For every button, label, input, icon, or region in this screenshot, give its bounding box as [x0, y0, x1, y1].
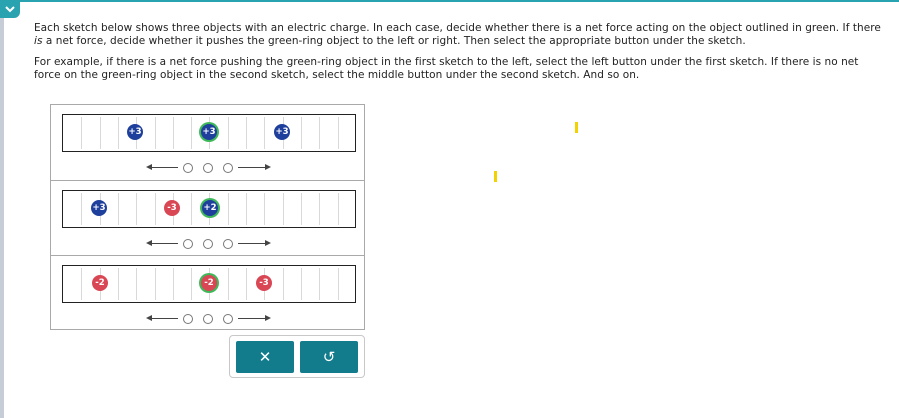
track-tick: [301, 193, 302, 225]
force-right-radio[interactable]: [223, 239, 233, 249]
sketch-2: [51, 180, 364, 256]
reset-button[interactable]: [300, 341, 358, 373]
track-tick: [283, 193, 284, 225]
track-tick: [319, 193, 320, 225]
sketch-panel: [50, 104, 365, 330]
left-sidebar-strip: [0, 0, 4, 418]
track-tick: [118, 193, 119, 225]
force-left-radio[interactable]: [183, 163, 193, 173]
track-tick: [338, 117, 339, 149]
target-charge-object: [202, 200, 218, 216]
force-right-radio[interactable]: [223, 314, 233, 324]
track-tick: [301, 268, 302, 300]
clear-button[interactable]: [236, 341, 294, 373]
charge-label: +2: [203, 203, 217, 213]
target-charge-object: [201, 275, 217, 291]
instructions-text: a net force, decide whether it pushes the green-ring object to the left or right. Then select the appropriate button under the sketch.: [42, 35, 746, 47]
force-choice-row: [146, 237, 271, 251]
right-arrow-icon: [265, 164, 271, 170]
force-left-radio[interactable]: [183, 314, 193, 324]
track-tick: [118, 117, 119, 149]
highlight-mark: [494, 171, 497, 182]
force-none-radio[interactable]: [203, 239, 213, 249]
track-tick: [301, 117, 302, 149]
track-tick: [228, 268, 229, 300]
charge-object: [127, 124, 143, 140]
charge-object: [256, 275, 272, 291]
track-tick: [319, 117, 320, 149]
track-tick: [191, 193, 192, 225]
force-choice-row: [146, 312, 271, 326]
charge-label: -3: [259, 278, 269, 288]
charge-track: [62, 265, 356, 303]
track-tick: [246, 193, 247, 225]
track-tick: [136, 193, 137, 225]
chevron-down-icon: [5, 2, 15, 16]
track-tick: [191, 117, 192, 149]
charge-object: [164, 200, 180, 216]
track-tick: [191, 268, 192, 300]
track-tick: [100, 117, 101, 149]
track-tick: [246, 268, 247, 300]
track-tick: [173, 117, 174, 149]
left-arrow-line: [150, 318, 178, 319]
instructions: [34, 22, 884, 90]
track-tick: [228, 193, 229, 225]
action-bar: [229, 335, 365, 378]
sketch-3: [51, 255, 364, 331]
right-arrow-icon: [265, 315, 271, 321]
track-tick: [118, 268, 119, 300]
instructions-text: Each sketch below shows three objects with an electric charge. In each case, decide whether there is a net force acting on the object outlined in green. If there: [34, 22, 881, 34]
charge-label: +3: [128, 127, 142, 137]
track-tick: [264, 117, 265, 149]
right-arrow-line: [238, 318, 267, 319]
force-right-radio[interactable]: [223, 163, 233, 173]
track-tick: [319, 268, 320, 300]
charge-label: -2: [95, 278, 105, 288]
top-accent-line: [0, 0, 899, 2]
track-tick: [283, 268, 284, 300]
sketch-1: [51, 105, 364, 180]
charge-track: [62, 114, 356, 152]
force-none-radio[interactable]: [203, 314, 213, 324]
left-arrow-line: [150, 167, 178, 168]
charge-label: +3: [202, 127, 216, 137]
charge-label: -2: [204, 278, 214, 288]
track-tick: [228, 117, 229, 149]
target-charge-object: [201, 124, 217, 140]
highlight-mark: [575, 122, 578, 133]
track-tick: [81, 193, 82, 225]
track-tick: [81, 117, 82, 149]
right-arrow-line: [238, 243, 267, 244]
track-tick: [338, 193, 339, 225]
charge-track: [62, 190, 356, 228]
charge-label: +3: [275, 127, 289, 137]
track-tick: [246, 117, 247, 149]
charge-label: -3: [167, 203, 177, 213]
charge-object: [274, 124, 290, 140]
track-tick: [81, 268, 82, 300]
track-tick: [155, 117, 156, 149]
right-arrow-icon: [265, 240, 271, 246]
instructions-paragraph-2: For example, if there is a net force pushing the green-ring object in the first sketch to the left, select the left button under the first sketch. If there is no net force on the green-ring object in the second sketch, select the middle button under the second sketch. And so on.: [34, 56, 859, 81]
track-tick: [338, 268, 339, 300]
close-icon: ✕: [258, 348, 272, 366]
collapse-button[interactable]: [0, 0, 20, 18]
instructions-emphasis: is: [34, 35, 43, 47]
track-tick: [136, 268, 137, 300]
charge-object: [92, 275, 108, 291]
track-tick: [155, 268, 156, 300]
left-arrow-line: [150, 243, 178, 244]
charge-label: +3: [92, 203, 106, 213]
force-none-radio[interactable]: [203, 163, 213, 173]
force-choice-row: [146, 161, 271, 175]
track-tick: [173, 268, 174, 300]
instructions-paragraph-1: [34, 22, 884, 48]
track-tick: [155, 193, 156, 225]
track-tick: [264, 193, 265, 225]
force-left-radio[interactable]: [183, 239, 193, 249]
charge-object: [91, 200, 107, 216]
undo-icon: ↺: [322, 348, 336, 366]
right-arrow-line: [238, 167, 267, 168]
